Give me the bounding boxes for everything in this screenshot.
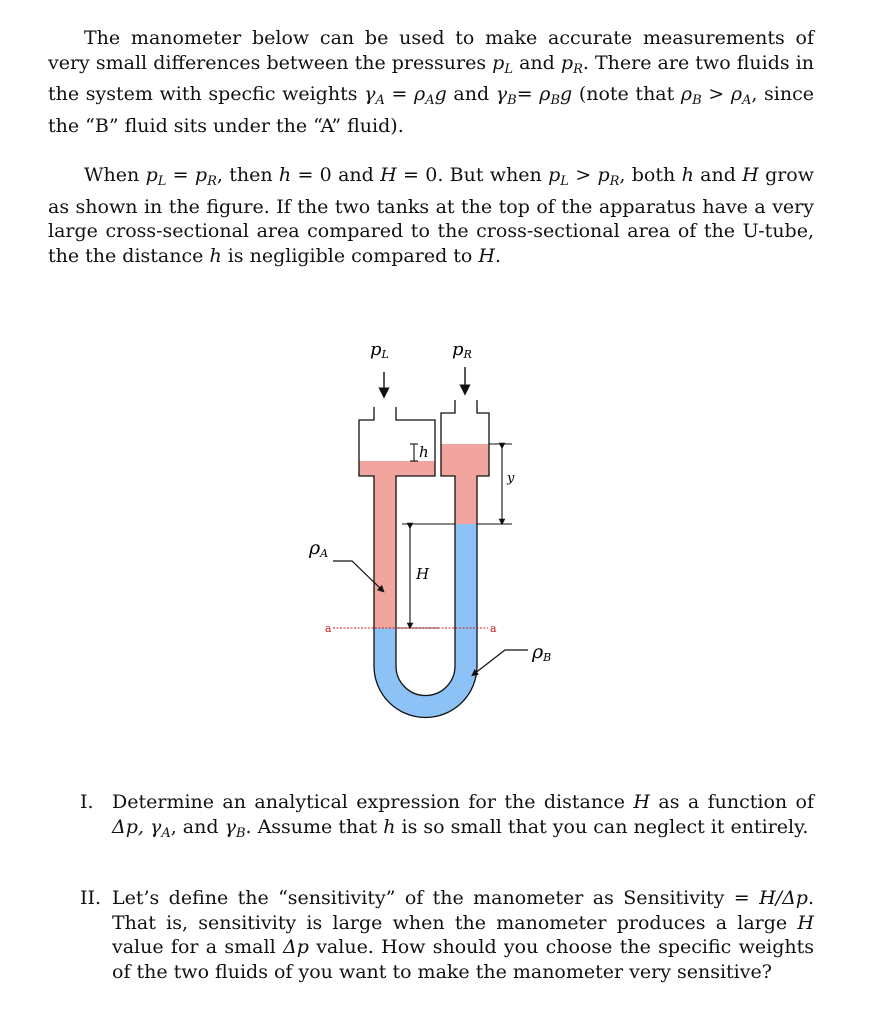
right-tank-fluid-a <box>441 444 489 476</box>
intro-paragraph-1: The manometer below can be used to make accurate measurements of very small differences between the pressures $p_L$ and $p_R$. There are two fluids in the system with specfic weights $\gamma_A = \rho_Ag$ and $\gamma_B= \rho_Bg$ (note that $\rho_B > \rho_A$, since the “B” fluid sits under the “A” fluid). <box>48 27 815 137</box>
intro-paragraph-2: When $p_L = p_R$, then h = 0 and H = 0. But when $p_L > p_R$, both h and H grow as shown in the figure. If the two tanks at the top of the apparatus have a very large cross-sectional area compared to the cross-sectional area of the U-tube, the the distance h is negligible compared to H. <box>48 164 815 267</box>
question-text: Determine an analytical expression for the distance H as a function of Δp, $\gamma_A$, and $\gamma_B$. Assume that h is so small that you can neglect it entirely. <box>112 791 815 841</box>
question-1 <box>80 790 814 846</box>
label-y: y <box>507 471 515 486</box>
label-rho-a: ρA <box>309 537 329 560</box>
question-number: II. <box>80 887 102 910</box>
right-tube-fluid-b <box>455 524 477 666</box>
question-number: I. <box>80 791 94 813</box>
label-pr: pR <box>452 339 472 361</box>
h-dimension <box>410 444 418 461</box>
label-a-right: a <box>490 622 497 635</box>
question-text: Let’s define the “sensitivity” of the manometer as Sensitivity = H/Δp. That is, sensitivity is large when the manometer produces a large H value for a small Δp value. How should you choose the specific weights of the two fluids of you want to make the manometer very sensitive? <box>112 887 814 983</box>
left-tube-fluid-b <box>374 628 396 666</box>
label-a-left: a <box>325 622 332 635</box>
question-2 <box>80 886 814 984</box>
label-H: H <box>416 565 430 583</box>
label-h: h <box>419 443 429 461</box>
label-rho-b: ρB <box>532 641 552 664</box>
rho-b-pointer <box>474 650 528 674</box>
left-tube-fluid-a <box>374 476 396 628</box>
label-pl: pL <box>370 339 389 361</box>
question-list <box>80 790 814 985</box>
right-tube-fluid-a <box>455 476 477 524</box>
left-tank-fluid-a <box>359 461 435 476</box>
u-bend-fluid-b <box>374 666 477 718</box>
